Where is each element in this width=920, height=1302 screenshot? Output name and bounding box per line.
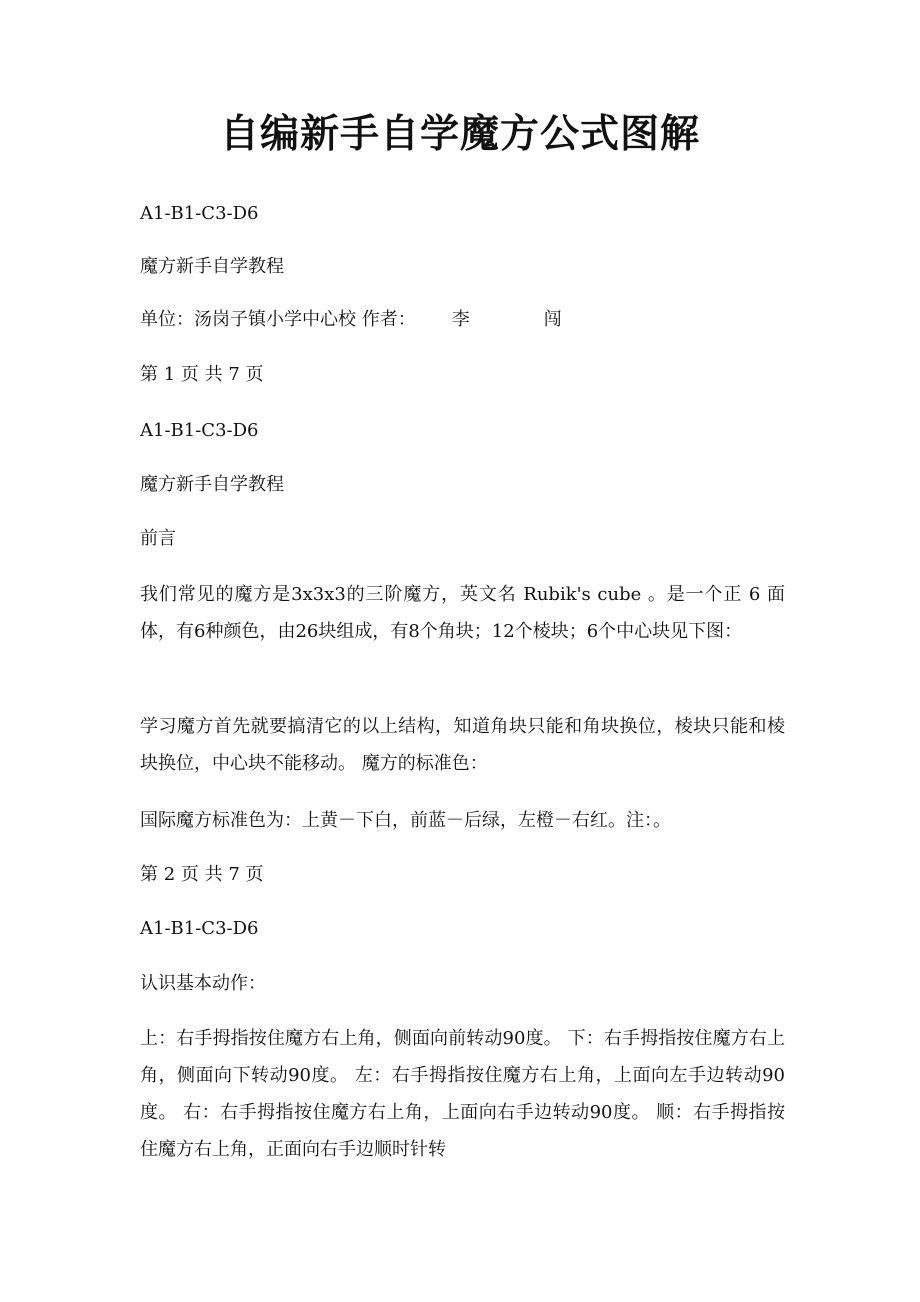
structure-paragraph: 学习魔方首先就要搞清它的以上结构，知道角块只能和角块换位，棱块只能和棱块换位，中心块不能移动。 魔方的标准色：: [140, 716, 785, 774]
header-code: A1-B1-C3-D6: [140, 203, 259, 224]
basic-moves-heading: 认识基本动作：: [140, 973, 266, 994]
author-surname: 李: [451, 309, 470, 330]
preface-heading: 前言: [140, 528, 176, 549]
author-line: [140, 302, 785, 338]
subtitle: 魔方新手自学教程: [140, 474, 284, 495]
page-number: 第 1 页 共 7 页: [140, 364, 264, 385]
page-number: 第 2 页 共 7 页: [140, 864, 264, 885]
intro-paragraph: 我们常见的魔方是3x3x3的三阶魔方，英文名 Rubik's cube 。是一个正 6 面体，有6种颜色，由26块组成，有8个角块；12个棱块；6个中心块见下图：: [140, 584, 785, 642]
subtitle: 魔方新手自学教程: [140, 256, 284, 277]
document-title: 自编新手自学魔方公式图解: [219, 112, 700, 157]
header-code: A1-B1-C3-D6: [140, 918, 259, 939]
header-code: A1-B1-C3-D6: [140, 420, 259, 441]
standard-colors-paragraph: 国际魔方标准色为：上黄－下白，前蓝－后绿，左橙－右红。注：。: [140, 810, 671, 831]
unit-label: 单位：汤岗子镇小学中心校 作者：: [140, 309, 416, 330]
basic-moves-paragraph: 上：右手拇指按住魔方右上角，侧面向前转动90度。 下：右手拇指按住魔方右上角，侧面向下转动90度。 左：右手拇指按住魔方右上角，上面向左手边转动90度。 右：右手拇指按住魔方右上角，上面向右手边转动90度。 顺：右手拇指按住魔方右上角，正面向右手边顺时针转: [140, 1028, 785, 1160]
author-given-name: 闯: [543, 309, 562, 330]
